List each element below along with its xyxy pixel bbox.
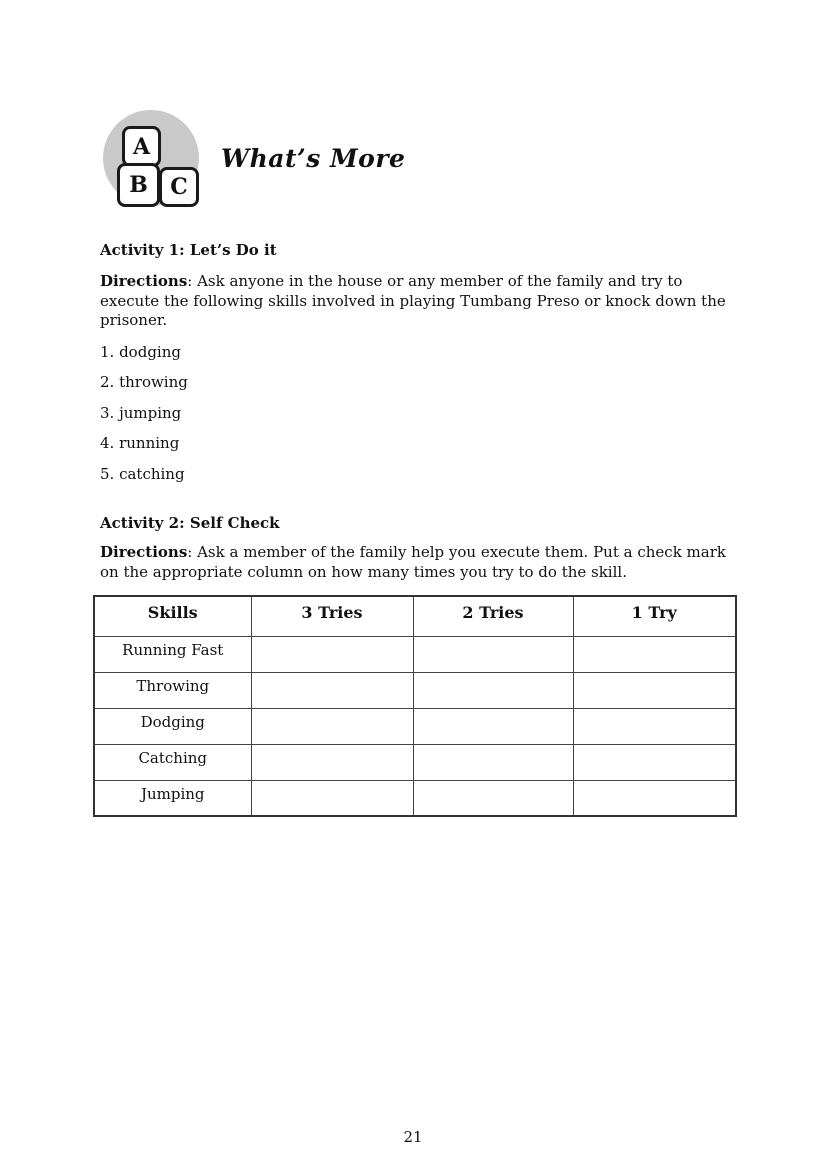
list-item-catching: 5. catching: [100, 464, 185, 483]
empty-check-cell: [573, 672, 736, 708]
empty-check-cell: [251, 672, 413, 708]
abc-blocks-icon: [103, 110, 199, 206]
list-item-running: 4. running: [100, 434, 180, 453]
empty-check-cell: [251, 636, 413, 672]
abc-block-c: C: [159, 167, 199, 207]
page-title: What’s More: [221, 143, 406, 173]
table-header-row: [94, 596, 736, 636]
page-number: 21: [403, 1128, 423, 1146]
self-check-table: [93, 595, 737, 817]
empty-check-cell: [573, 744, 736, 780]
table-row-throwing: [94, 672, 736, 708]
activity1-directions-label: Directions: [100, 271, 188, 290]
empty-check-cell: [413, 780, 573, 816]
skill-cell: Jumping: [94, 780, 251, 816]
skill-cell: Dodging: [94, 708, 251, 744]
empty-check-cell: [573, 636, 736, 672]
column-header-skills: Skills: [94, 596, 251, 636]
empty-check-cell: [413, 708, 573, 744]
table-row-catching: [94, 744, 736, 780]
activity1-directions: [100, 272, 740, 331]
empty-check-cell: [413, 636, 573, 672]
page-content: [100, 241, 740, 817]
empty-check-cell: [573, 708, 736, 744]
table-row-running-fast: [94, 636, 736, 672]
list-item-dodging: 1. dodging: [100, 342, 181, 361]
empty-check-cell: [573, 780, 736, 816]
empty-check-cell: [251, 744, 413, 780]
table-row-dodging: [94, 708, 736, 744]
activity2-heading: Activity 2: Self Check: [100, 513, 280, 532]
activity2-directions: [100, 543, 740, 583]
column-header-1-try: 1 Try: [573, 596, 736, 636]
activity1-directions-text: : Ask anyone in the house or any member of the family and try to execute the following skills involved in playing Tumbang Preso or knock down the prisoner.: [100, 271, 726, 330]
activity2-directions-text: : Ask a member of the family help you execute them. Put a check mark on the appropriate column on how many times you try to do the skill.: [100, 543, 726, 582]
list-item-jumping: 3. jumping: [100, 403, 182, 422]
skills-list: [100, 342, 740, 484]
empty-check-cell: [413, 672, 573, 708]
skill-cell: Running Fast: [94, 636, 251, 672]
column-header-3-tries: 3 Tries: [251, 596, 413, 636]
section-header: [103, 110, 405, 206]
activity1-heading: Activity 1: Let’s Do it: [100, 241, 277, 259]
column-header-2-tries: 2 Tries: [413, 596, 573, 636]
empty-check-cell: [251, 708, 413, 744]
table-row-jumping: [94, 780, 736, 816]
skill-cell: Throwing: [94, 672, 251, 708]
empty-check-cell: [413, 744, 573, 780]
activity2-directions-label: Directions: [100, 543, 188, 562]
empty-check-cell: [251, 780, 413, 816]
skill-cell: Catching: [94, 744, 251, 780]
abc-block-a: A: [122, 126, 161, 167]
list-item-throwing: 2. throwing: [100, 373, 188, 392]
abc-block-b: B: [117, 163, 160, 207]
